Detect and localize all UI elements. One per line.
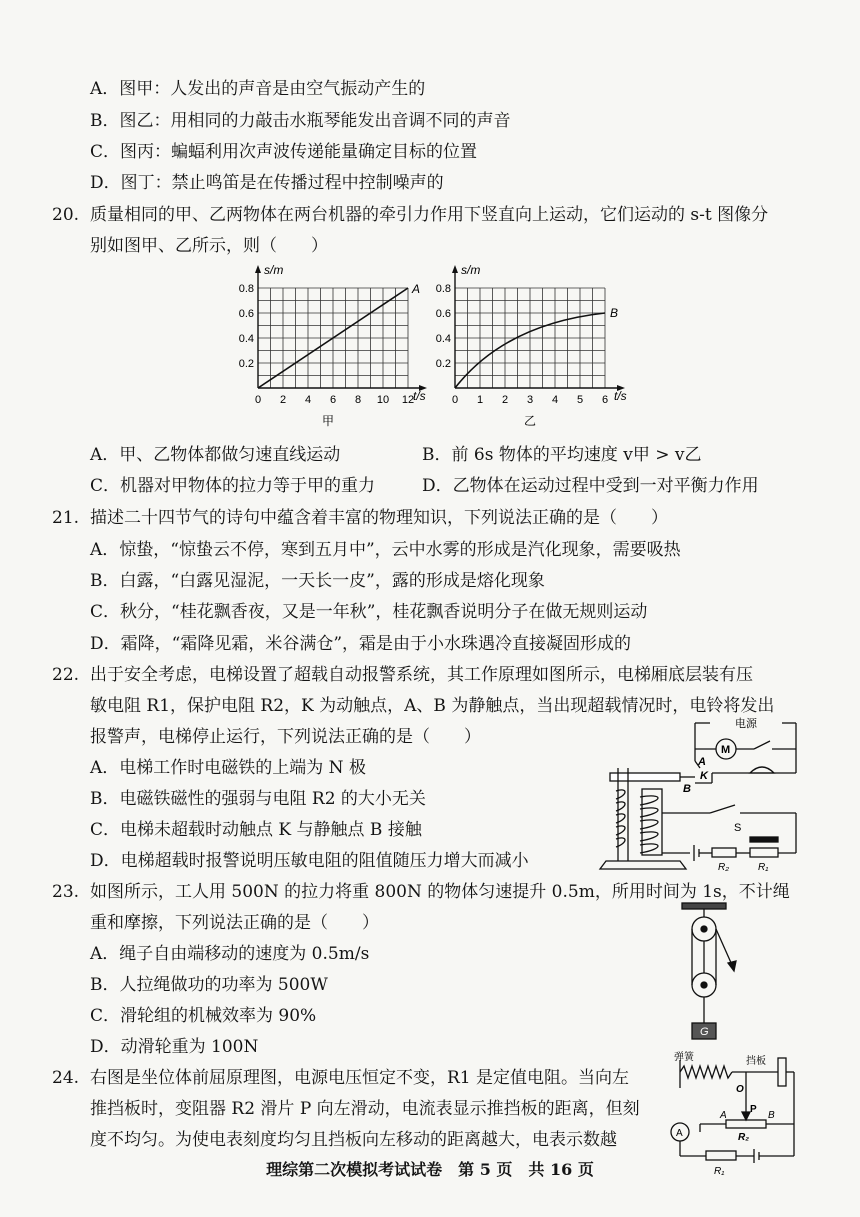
svg-text:0.4: 0.4 — [435, 333, 451, 345]
graph-jia-x-label: t/s — [413, 389, 426, 403]
q22-option-b: B．电磁铁磁性的强弱与电阻 R2 的大小无关 — [90, 789, 426, 809]
svg-text:2: 2 — [501, 394, 509, 406]
graph-jia — [228, 262, 428, 437]
r2-label: R₂ — [718, 862, 730, 873]
graph-yi-y-label: s/m — [461, 263, 481, 277]
q20-option-a: A．甲、乙物体都做匀速直线运动 — [90, 445, 341, 465]
svg-text:0.2: 0.2 — [435, 358, 451, 370]
q22-stem-line1: 出于安全考虑，电梯设置了超载自动报警系统，其工作原理如图所示，电梯厢底层装有压 — [90, 665, 753, 685]
board-label: 挡板 — [746, 1056, 766, 1067]
svg-text:2: 2 — [279, 394, 287, 406]
ammeter-label: A — [676, 1128, 683, 1139]
q23-option-a: A．绳子自由端移动的速度为 0.5m/s — [90, 944, 370, 964]
q20-stem-line2: 别如图甲、乙所示，则（ ） — [90, 236, 328, 256]
q21-option-d: D．霜降，“霜降见霜，米谷满仓”，霜是由于小水珠遇冷直接凝固形成的 — [90, 634, 632, 654]
svg-text:3: 3 — [526, 394, 534, 406]
svg-text:0.6: 0.6 — [435, 308, 451, 320]
svg-text:0.8: 0.8 — [238, 283, 254, 295]
contact-k-label: K — [700, 770, 708, 782]
power-label: 电源 — [735, 718, 757, 730]
pressure-plate-icon — [750, 837, 778, 842]
svg-text:4: 4 — [304, 394, 312, 406]
q20-number: 20. — [52, 205, 80, 225]
graph-yi-curve-label: B — [610, 306, 619, 320]
spring-label: 弹簧 — [674, 1052, 694, 1063]
q21-stem: 描述二十四节气的诗句中蕴含着丰富的物理知识，下列说法正确的是（ ） — [90, 508, 668, 528]
weight-label: G — [700, 1026, 709, 1038]
switch-s-label: S — [734, 822, 742, 834]
q19-option-d: D．图丁：禁止鸣笛是在传播过程中控制噪声的 — [90, 173, 444, 193]
svg-text:0.2: 0.2 — [238, 358, 254, 370]
q23-option-b: B．人拉绳做功的功率为 500W — [90, 975, 328, 995]
q22-option-c: C．电梯未超载时动触点 K 与静触点 B 接触 — [90, 820, 422, 840]
q23-number: 23. — [52, 882, 80, 902]
end-b-label: B — [768, 1110, 775, 1121]
graph-jia-y-ticks — [239, 283, 254, 370]
graph-jia-x-ticks — [255, 394, 414, 406]
q24-line3: 度不均匀。为使电表刻度均匀且挡板向左移动的距离越大，电表示数越 — [90, 1130, 617, 1150]
graph-jia-y-label: s/m — [264, 263, 284, 277]
sit-reach-circuit — [660, 1050, 810, 1177]
q21-option-c: C．秋分，“桂花飘香夜，又是一年秋”，桂花飘香说明分子在做无规则运动 — [90, 602, 648, 622]
graph-yi-x-label: t/s — [614, 389, 627, 403]
svg-text:4: 4 — [551, 394, 559, 406]
svg-text:6: 6 — [601, 394, 609, 406]
contact-b-label: B — [683, 783, 691, 795]
r2-label: R₂ — [738, 1132, 750, 1143]
q23-stem-line2: 重和摩擦，下列说法正确的是（ ） — [90, 913, 379, 933]
contact-a-label: A — [698, 756, 706, 768]
pulley-system — [670, 903, 740, 1045]
svg-text:0: 0 — [254, 394, 262, 406]
graph-yi-x-ticks — [452, 394, 608, 406]
motor-label: M — [721, 744, 731, 756]
r1-label: R₁ — [714, 1166, 725, 1177]
q23-option-d: D．动滑轮重为 100N — [90, 1037, 259, 1057]
q22-number: 22. — [52, 665, 80, 685]
end-a-label: A — [720, 1110, 727, 1121]
q20-option-b: B．前 6s 物体的平均速度 v甲 > v乙 — [422, 445, 702, 465]
svg-text:1: 1 — [476, 394, 484, 406]
graph-jia-caption: 甲 — [321, 414, 335, 428]
q21-option-b: B．白露，“白露见湿泥，一天长一皮”，露的形成是熔化现象 — [90, 571, 545, 591]
svg-text:0: 0 — [451, 394, 459, 406]
q22-stem-line2: 敏电阻 R1，保护电阻 R2，K 为动触点，A、B 为静触点，当出现超载情况时，电铃将发出 — [90, 696, 775, 716]
svg-text:0.6: 0.6 — [238, 308, 254, 320]
q23-option-c: C．滑轮组的机械效率为 90% — [90, 1006, 317, 1026]
q21-number: 21. — [52, 508, 80, 528]
svg-text:0.8: 0.8 — [435, 283, 451, 295]
q24-line1: 右图是坐位体前屈原理图，电源电压恒定不变，R1 是定值电阻。当向左 — [90, 1068, 630, 1088]
graph-yi-grid — [455, 288, 605, 388]
graph-jia-curve-label: A — [412, 282, 421, 296]
q20-stem-line1: 质量相同的甲、乙两物体在两台机器的牵引力作用下竖直向上运动，它们运动的 s-t 图像分 — [90, 205, 769, 225]
q20-option-d: D．乙物体在运动过程中受到一对平衡力作用 — [422, 476, 759, 496]
svg-text:5: 5 — [576, 394, 584, 406]
q21-option-a: A．惊蛰，“惊蛰云不停，寒到五月中”，云中水雾的形成是汽化现象，需要吸热 — [90, 540, 681, 560]
pivot-o-label: O — [736, 1084, 744, 1095]
q22-option-a: A．电梯工作时电磁铁的上端为 N 极 — [90, 758, 366, 778]
page-footer: 理综第二次模拟考试试卷 第 5 页 共 16 页 — [266, 1160, 594, 1179]
svg-text:6: 6 — [329, 394, 337, 406]
graph-yi-y-ticks — [436, 283, 451, 370]
elevator-alarm-circuit — [600, 713, 808, 873]
svg-text:8: 8 — [354, 394, 362, 406]
bell-icon — [750, 767, 774, 773]
q22-option-d: D．电梯超载时报警说明压敏电阻的阻值随压力增大而减小 — [90, 851, 529, 871]
svg-text:12: 12 — [401, 394, 415, 406]
q22-stem-line3: 报警声，电梯停止运行，下列说法正确的是（ ） — [90, 727, 481, 747]
q19-option-b: B．图乙：用相同的力敲击水瓶琴能发出音调不同的声音 — [90, 111, 511, 131]
q20-option-c: C．机器对甲物体的拉力等于甲的重力 — [90, 476, 376, 496]
resistor-r1-icon — [750, 848, 778, 857]
r1-label: R₁ — [758, 862, 769, 873]
svg-text:10: 10 — [376, 394, 390, 406]
resistor-r2-icon — [712, 848, 736, 857]
q19-option-a: A．图甲：人发出的声音是由空气振动产生的 — [90, 79, 426, 99]
q23-stem-line1: 如图所示，工人用 500N 的拉力将重 800N 的物体匀速提升 0.5m，所用时间为 1s，不计绳 — [90, 882, 790, 902]
graph-yi-caption: 乙 — [523, 414, 537, 428]
spring-icon — [680, 1066, 732, 1078]
svg-text:0.4: 0.4 — [238, 333, 254, 345]
board-icon — [778, 1058, 786, 1086]
q24-number: 24. — [52, 1068, 80, 1088]
q24-line2: 推挡板时，变阻器 R2 滑片 P 向左滑动，电流表显示推挡板的距离，但刻 — [90, 1099, 640, 1119]
slider-p-label: P — [750, 1104, 757, 1115]
graph-yi — [420, 262, 630, 437]
q19-option-c: C．图丙：蝙蝠利用次声波传递能量确定目标的位置 — [90, 142, 478, 162]
